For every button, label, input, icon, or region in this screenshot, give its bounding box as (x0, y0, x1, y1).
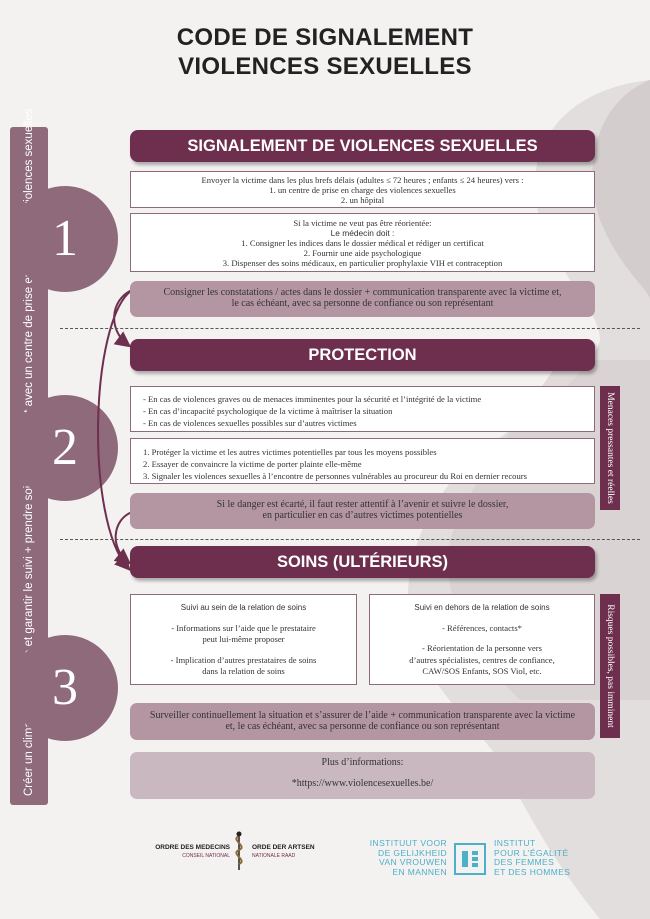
more-info-label: Plus d’informations: (321, 757, 404, 768)
action-item-2: 2. Essayer de convaincre la victime de porter plainte elle-même (143, 459, 362, 469)
section-divider-2 (60, 539, 640, 540)
institut-nl-line-4: EN MANNEN (392, 866, 447, 877)
signalement-note-line-2: le cas échéant, avec sa personne de confiance ou son représentant (231, 298, 494, 309)
care-internal-p2b: dans la relation de soins (202, 666, 285, 676)
institut-logo-icon (453, 842, 487, 876)
protection-actions-box (130, 438, 595, 484)
care-internal-p1b: peut lui-même proposer (202, 634, 285, 644)
side-label-risques (600, 594, 620, 738)
care-external-title: Suivi en dehors de la relation de soins (414, 603, 550, 612)
section-divider-1 (60, 328, 640, 329)
duties-item-2: 2. Fournir une aide psychologique (303, 248, 422, 258)
care-external-p1: - Références, contacts* (442, 622, 522, 633)
care-external-p2c: CAW/SOS Enfants, SOS Viol, etc. (422, 666, 542, 676)
doctor-duties-box (130, 213, 595, 272)
referral-item-1: 1. un centre de prise en charge des violences sexuelles (269, 185, 456, 195)
ordre-nl-name: ORDE DER ARTSEN (252, 844, 315, 851)
duties-item-1: 1. Consigner les indices dans le dossier médical et rédiger un certificat (241, 238, 484, 248)
caduceus-logo-icon (228, 830, 250, 872)
more-info-box (130, 752, 595, 799)
step-circle-1: 1 (12, 186, 118, 292)
signalement-referral-box (130, 171, 595, 208)
section-header-protection: PROTECTION (130, 339, 595, 371)
action-item-1: 1. Protéger la victime et les autres victimes potentielles par tous les moyens possibles (143, 447, 437, 457)
referral-item-2: 2. un hôpital (340, 195, 385, 205)
institut-nl-text (355, 839, 447, 877)
more-info-link[interactable]: *https://www.violencesexuelles.be/ (291, 778, 434, 789)
ordre-fr-sub: CONSEIL NATIONAL (182, 853, 230, 859)
institut-nl-line-3: VAN VROUWEN (379, 857, 447, 867)
arrow-1-to-soins (98, 290, 132, 568)
step-circle-2: 2 (12, 395, 118, 501)
ordre-fr-name: ORDRE DES MEDECINS (155, 844, 230, 851)
soins-note-line-1: Surveiller continuellement la situation et s’assurer de l’aide + communication transparente avec la victime (149, 710, 576, 721)
care-external-box (369, 594, 595, 685)
section-header-signalement: SIGNALEMENT DE VIOLENCES SEXUELLES (130, 130, 595, 162)
section-header-soins: SOINS (ULTÉRIEURS) (130, 546, 595, 578)
condition-item-1: - En cas de violences graves ou de menaces imminentes pour la sécurité et l’intégrité de la victime (143, 394, 482, 404)
institut-nl-line-1: INSTITUUT VOOR (369, 838, 447, 848)
care-internal-p1a: - Informations sur l’aide que le prestataire (171, 622, 316, 633)
protection-note-line-2: en particulier en cas d’autres victimes potentielles (262, 510, 463, 521)
care-external-p2b: d’autres spécialistes, centres de confiance, (409, 654, 555, 665)
page-title-line-1: CODE DE SIGNALEMENT (176, 24, 474, 51)
institut-fr-text (494, 839, 604, 877)
care-internal-title: Suivi au sein de la relation de soins (180, 603, 307, 612)
signalement-note-line-1: Consigner les constatations / actes dans le dossier + communication transparente avec la victime et, (163, 287, 562, 298)
care-external-p2a: - Réorientation de la personne vers (421, 643, 543, 653)
institut-fr-line-1: INSTITUT (494, 838, 536, 848)
duties-item-3: 3. Dispenser des soins médicaux, en particulier prophylaxie VIH et contraception (222, 258, 503, 268)
soins-note (130, 703, 595, 740)
institut-fr-line-2: POUR L’ÉGALITÉ (494, 847, 569, 858)
duties-intro: Si la victime ne veut pas être réorientée: (293, 218, 432, 228)
side-label-menaces (600, 386, 620, 510)
condition-item-3: - En cas de violences sexuelles possibles sur d’autres victimes (143, 418, 357, 428)
referral-intro: Envoyer la victime dans les plus brefs délais (adultes ≤ 72 heures ; enfants ≤ 24 heures) vers : (201, 175, 524, 185)
side-label-menaces-text: Menaces pressantes et réelles (605, 392, 615, 504)
protection-note (130, 493, 595, 529)
soins-note-line-2: et, le cas échéant, avec sa personne de confiance ou son représentant (225, 721, 500, 732)
action-item-3: 3. Signaler les violences sexuelles à l’encontre de personnes vulnérables au procureur du Roi en dernier recours (143, 471, 527, 481)
condition-item-2: - En cas d’incapacité psychologique de la victime à maîtriser la situation (143, 406, 393, 416)
protection-note-line-1: Si le danger est écarté, il faut rester attentif à l’avenir et suivre le dossier, (216, 499, 509, 510)
institut-fr-line-4: ET DES HOMMES (494, 866, 571, 877)
care-internal-box (130, 594, 357, 685)
side-label-risques-text: Risques possibles, pas imminent (605, 604, 615, 728)
institut-fr-line-3: DES FEMMES (494, 857, 555, 867)
step-circle-3: 3 (12, 635, 118, 741)
protection-conditions-box (130, 386, 595, 432)
institut-nl-line-2: DE GELIJKHEID (378, 847, 447, 858)
duties-lead: Le médecin doit : (330, 228, 395, 238)
ordre-nl-sub: NATIONALE RAAD (252, 853, 296, 859)
care-internal-p2a: - Implication d’autres prestataires de soins (170, 654, 317, 665)
signalement-note (130, 281, 595, 317)
page-title-line-2: VIOLENCES SEXUELLES (178, 53, 472, 80)
